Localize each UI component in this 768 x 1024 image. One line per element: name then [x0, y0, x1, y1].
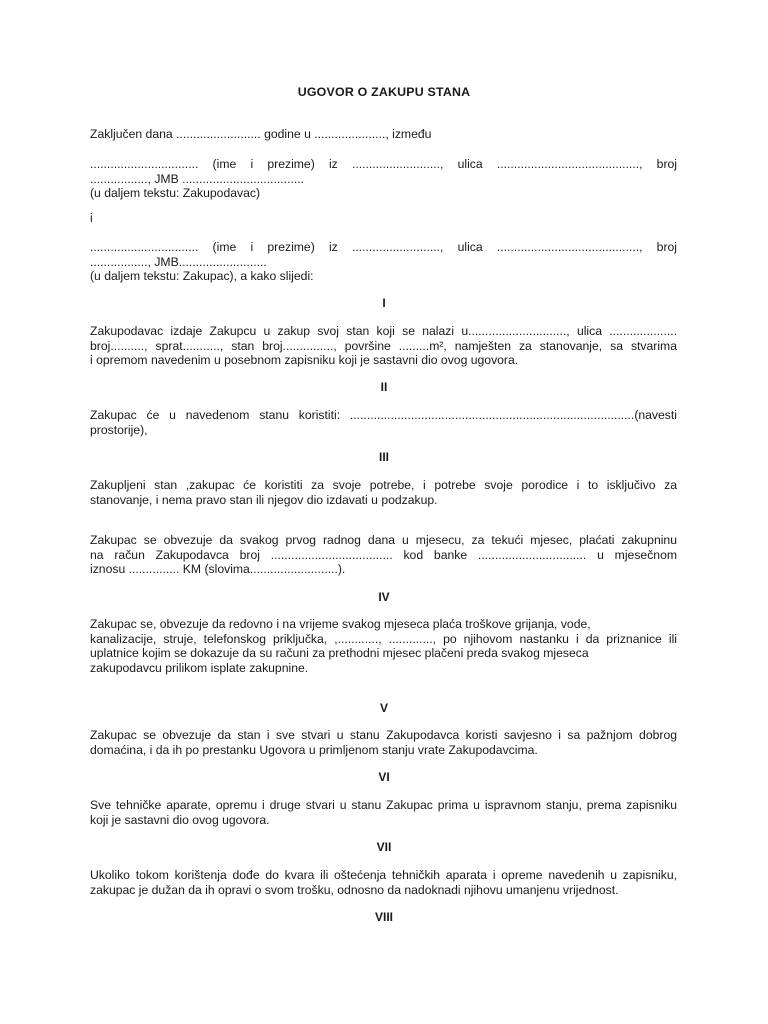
article-4-line1: Zakupac se, obvezuje da redovno i na vrijeme svakog mjeseca plaća troškove grijanja, vode,: [90, 617, 591, 631]
article-5-line1: Zakupac se obvezuje da stan i sve stvari u stanu Zakupodavca koristi savjesno i sa pažnjom dobrog: [90, 728, 677, 742]
article-1-paragraph: [90, 324, 677, 368]
article-2-line2: prostorije),: [90, 422, 148, 437]
article-4-line2: kanalizacije, struje, telefonskog priključka, ,............, ............., po njihovom nastanku i da priznanice ili: [90, 631, 677, 646]
article-3-p1-line2: stanovanje, i nema pravo stan ili njegov dio izdavati u podzakup.: [90, 492, 438, 507]
document-title: UGOVOR O ZAKUPU STANA: [297, 85, 471, 99]
article-2-line1: Zakupac će u navedenom stanu koristiti: ....................................................................................(navesti: [90, 408, 677, 422]
article-heading-7: VII: [376, 840, 392, 854]
party2-paragraph: [90, 240, 677, 284]
article-4-line3: uplatnice kojim se dokazuje da su računi za prethodni mjesec plačeni preda svakog mjeseca: [90, 646, 589, 661]
article-3-p2-line3: iznosu ............... KM (slovima..........................).: [90, 562, 346, 577]
article-heading-4: IV: [378, 590, 390, 604]
article-7-line2: zakupac je dužan da ih opravi o svom trošku, odnosno da nadoknadi njihovu umanjenu vrijednost.: [90, 882, 619, 897]
article-4-paragraph: [90, 617, 677, 675]
party1-line2: ................., JMB ....................................: [90, 171, 304, 186]
party1-line1: ................................ (ime i prezime) iz .........................., ulica .........................................., broj: [90, 157, 677, 171]
article-3-p1-line1: Zakupljeni stan ,zakupac će koristiti za svoje potrebe, i potrebe svoje porodice i to isključivo za: [90, 478, 677, 492]
article-3-paragraph-1: [90, 478, 677, 507]
article-1-line1: Zakupodavac izdaje Zakupcu u zakup svoj stan koji se nalazi u............................., ulica ....................: [90, 324, 677, 338]
and-text: i: [90, 211, 93, 225]
article-7-line1: Ukoliko tokom korištenja dođe do kvara ili oštećenja tehničkih aparata i opreme navedenih u zapisniku,: [90, 868, 677, 882]
article-heading-6: VI: [378, 770, 390, 784]
party2-line2: ................., JMB..........................: [90, 254, 267, 269]
article-6-line1: Sve tehničke aparate, opremu i druge stvari u stanu Zakupac prima u ispravnom stanju, prema zapisniku: [90, 798, 677, 812]
intro-paragraph: [90, 127, 677, 142]
article-3-paragraph-2: [90, 533, 677, 577]
party2-line3: (u daljem tekstu: Zakupac), a kako slijedi:: [90, 269, 314, 284]
party2-line1: ................................ (ime i prezime) iz .........................., ulica .........................................., broj: [90, 240, 677, 254]
article-6-paragraph: [90, 798, 677, 827]
article-heading-1: I: [382, 296, 386, 310]
article-1-line3: i opremom navedenim u posebnom zapisniku koji je sastavni dio ovog ugovora.: [90, 353, 519, 368]
article-heading-3: III: [378, 450, 389, 464]
article-heading-8: VIII: [374, 910, 393, 924]
party1-line3: (u daljem tekstu: Zakupodavac): [90, 186, 261, 201]
article-3-p2-line2: na račun Zakupodavca broj .................................... kod banke ................................ u mjesečnom: [90, 547, 677, 562]
article-6-line2: koji je sastavni dio ovog ugovora.: [90, 812, 270, 827]
article-heading-5: V: [379, 701, 388, 715]
article-2-paragraph: [90, 408, 677, 437]
article-3-p2-line1: Zakupac se obvezuje da svakog prvog radnog dana u mjesecu, za tekući mjesec, plaćati zakupninu: [90, 533, 677, 547]
article-7-paragraph: [90, 868, 677, 897]
article-1-line2: broj.........., sprat..........., stan broj..............., površine .........m², namješten za stanovanje, sa stvarima: [90, 338, 677, 353]
article-5-line2: domaćina, i da ih po prestanku Ugovora u primljenom stanju vrate Zakupodavcima.: [90, 742, 538, 757]
party1-paragraph: [90, 157, 677, 201]
article-heading-2: II: [380, 380, 388, 394]
article-5-paragraph: [90, 728, 677, 757]
and-paragraph: [90, 211, 677, 226]
article-4-line4: zakupodavcu prilikom isplate zakupnine.: [90, 660, 309, 675]
intro-line: Zaključen dana ......................... godine u ....................., između: [90, 127, 432, 141]
